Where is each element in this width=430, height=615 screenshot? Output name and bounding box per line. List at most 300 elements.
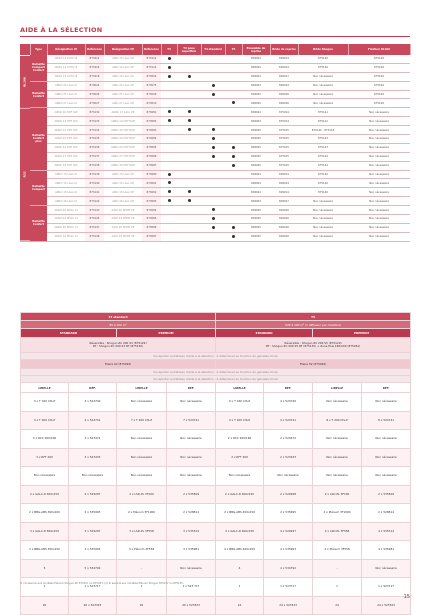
table-cell: 875015 [270,161,298,170]
table-cell [177,72,201,81]
table-row [21,383,411,393]
table-cell: AIRO 15 LALL UE [104,72,142,81]
table-cell: 2 x Plénum 3F1000 [117,504,167,523]
table-row [21,369,411,376]
table-cell: 809925 [242,143,270,152]
table-cell: 20 [117,596,167,615]
table-cell: 24 x 523323 [362,596,411,615]
table-cell [177,206,201,215]
table-cell: Non nécessaire [167,393,216,412]
table-cell: 2 x LSD-PL 3F100 [117,485,167,504]
table-cell: Non nécessaire [117,448,167,467]
bullet-icon [188,190,191,193]
table-cell: 873137 [85,152,104,161]
table-row [21,485,411,504]
table-cell [225,117,242,126]
bullet-icon [232,235,235,238]
table-cell: 873081 [142,108,161,117]
table-cell [225,232,242,241]
table-cell [225,81,242,90]
table-cell: 875140 [298,188,348,197]
table-cell [201,206,225,215]
table-cell: 809924 [242,81,270,90]
table-cell: AIRO 25 LALL UE [104,90,142,99]
bullet-icon [168,66,171,69]
col-header: LIBELLÉ [117,383,167,393]
subgroup-label: Rainette Confort [30,206,47,242]
table-cell: 24 x 523323 [264,596,313,615]
table-cell: 875144 [298,152,348,161]
table-cell: 873112 [142,55,161,63]
table-row [21,411,411,430]
bullet-icon [168,57,171,60]
table-cell: 873081 [142,179,161,188]
table-cell: 2 x 528814 [167,504,216,523]
table-cell: Non nécessaire [362,393,411,412]
bullet-icon [168,75,171,78]
table-cell: Non nécessaire [69,467,117,486]
col-header: Bride Shogun [298,44,348,55]
table-cell [201,188,225,197]
table-cell: 809914 [270,170,298,179]
table-cell: 4 x Plénum 3F558 [313,541,362,560]
table-cell: AIRO 13 LALL UE [104,170,142,179]
table-cell: 2 x RFT 200 [216,448,264,467]
table-cell: Non nécessaire [348,170,410,179]
table-cell: ARRO 20 HXF RUI [47,135,85,144]
title-divider [20,36,410,37]
table-cell: AIRO 14 LALL UE [104,63,142,72]
table-cell [201,55,225,63]
table-cell: 5 [21,559,69,578]
table-cell: 3 x T 160 CIS-P [21,393,69,412]
table-cell: Non nécessaire [117,430,167,449]
table-cell: 873139 [85,170,104,179]
table-cell: 4 x T 160 CIS-P [216,393,264,412]
table-cell: 2 x 523472 [264,430,313,449]
table-cell: AIRO 20 MSTB UE [104,206,142,215]
col-header: Référence [85,44,104,55]
table-cell: 873080 [142,170,161,179]
table-cell: ARRO 13 LALL UE [104,108,142,117]
table-cell: Non nécessaire [298,90,348,99]
col-header: RÉF. [264,383,313,393]
table-cell: 7 x T 200 CIS-P [117,411,167,430]
table-row [20,152,410,161]
bullet-icon [188,75,191,78]
table-row [21,559,411,578]
table-cell [225,63,242,72]
table-cell: 20 x 523323 [69,596,117,615]
table-cell: 3 x 523433 [69,448,117,467]
table-cell: Non nécessaire [298,99,348,108]
table-cell: 3 x GALC-R 300x150 [21,522,69,541]
table-cell: 873142 [85,197,104,206]
table-row [20,90,410,99]
table-cell [177,223,201,232]
table-cell: 873054 [142,72,161,81]
bullet-icon [212,155,215,158]
table-cell [177,215,201,224]
table-cell: 875109 [348,81,410,90]
table-cell: 875109 [348,63,410,72]
table-cell: 2 x LSD-PL 3F100 [313,485,362,504]
table-cell: Non nécessaire [298,206,348,215]
table-cell: 3 x 529297 [69,522,117,541]
table-cell: Non nécessaire [313,448,362,467]
table-row [20,188,410,197]
table-cell: 2 x 535995 [264,504,313,523]
table-row [20,143,410,152]
table-cell: ARRO 15 LOTS UI [47,72,85,81]
table-cell: 873083 [142,126,161,135]
bullet-icon [188,128,191,131]
selection-table [20,44,411,242]
table-cell: 809924 [242,63,270,72]
table-cell: 4 x T 200 CIS-P [216,411,264,430]
table-row [21,338,411,353]
table-cell: 20 [21,596,69,615]
table-cell [225,188,242,197]
group-label: RL106 [20,55,30,108]
table-cell: Non nécessaire [167,448,216,467]
table-row [21,313,411,321]
table-cell [161,126,177,135]
col-header: LIBELLÉ [313,383,362,393]
col-header: Bride de reprise [270,44,298,55]
table-row [20,108,410,117]
bullet-icon [212,226,215,229]
table-cell [201,63,225,72]
heading-t4: T4 standard [21,313,216,321]
table-cell: ARRO 15 LALL UI [47,188,85,197]
table-cell [201,126,225,135]
table-cell: ARRO 15 HXF RUI [47,126,85,135]
table-cell: Non nécessaire [298,223,348,232]
table-cell: AIRO 16 LALL UE [104,197,142,206]
table-cell: Non nécessaire [348,108,410,117]
table-cell: 873134 [85,126,104,135]
table-cell: 873085 [142,143,161,152]
table-cell: 873082 [142,117,161,126]
table-cell [225,161,242,170]
table-cell: 875109 [348,72,410,81]
col-header: LIBELLÉ [21,383,69,393]
table-cell: 873136 [85,143,104,152]
table-cell: 1 x 523717 [362,578,411,597]
table-cell [201,197,225,206]
table-cell: 4 x BBG-ABS 400x150 [216,541,264,560]
shogun-left: Réversible : Shogun ZC 200 S3 (875129) RT : Shogun ZC 200 S3 RT (875130) [21,338,216,353]
table-cell [201,108,225,117]
table-cell [225,135,242,144]
table-cell: ARRO 14 LALL UI [47,179,85,188]
col-header: Ensemble de reprise [242,44,270,55]
table-cell: 3 x RFT 200 [21,448,69,467]
table-cell: 809917 [270,197,298,206]
footnote: (1) Si associé aux modèles Plénum Shogun ZC 875017 ou 875033. (2) Si associé aux modèles Plénum Shogun 875137 ou 875135. [20,582,184,585]
table-cell [161,161,177,170]
shogun-right: Réversible : Shogun ZC 200 S5 (875129) RT : Shogun ZC 200 S5 RT (875135) + Zone Plus 160/200 (875052) [216,338,411,353]
table-cell: 875143 [298,143,348,152]
table-row [21,360,411,369]
bullet-icon [232,226,235,229]
table-cell: 873148 [85,232,104,241]
table-row [21,522,411,541]
table-cell: ARRO 26 MSLA UI [47,223,85,232]
table-cell [225,99,242,108]
table-cell [177,143,201,152]
bullet-icon [212,146,215,149]
table-cell: 809925 [242,232,270,241]
table-cell: 873026 [85,90,104,99]
table-cell: Non nécessaire [313,430,362,449]
table-cell [225,126,242,135]
table-row [21,393,411,412]
table-cell: 809924 [242,117,270,126]
table-cell [225,197,242,206]
table-cell: 873062 [142,188,161,197]
table-cell: ARRO 14 HXF RUE [104,117,142,126]
table-cell: 875109 [348,90,410,99]
col-header: T4 standard [201,44,225,55]
col-header: RÉF. [362,383,411,393]
table-cell: 875140 [298,55,348,63]
table-cell: Non nécessaire [216,467,264,486]
table-cell: ARRO 27 HXF RUI [47,152,85,161]
table-cell: Non nécessaire [167,559,216,578]
bullet-icon [212,93,215,96]
table-cell: 873143 [85,206,104,215]
table-cell: 809924 [242,197,270,206]
table-row [20,161,410,170]
table-cell [161,81,177,90]
table-cell: 809914 [270,63,298,72]
table-cell [161,223,177,232]
col-header: T4 pose superficie [177,44,201,55]
table-cell: PREMIUM [313,329,411,338]
table-cell: ARRO 24 MSLA UI [47,215,85,224]
table-cell [201,90,225,99]
table-cell: 24 [216,596,264,615]
table-cell: 809924 [242,170,270,179]
area-t4: 85 à 100 m² [21,321,216,329]
table-cell: Non nécessaire [362,559,411,578]
table-cell: 873024 [85,81,104,90]
table-cell: 875015 [270,152,298,161]
table-row [20,179,410,188]
table-cell: 5 x 534792 [69,559,117,578]
table-row [20,135,410,144]
table-cell: 873414 [85,63,104,72]
bullet-icon [168,110,171,113]
table-cell: 809914 [270,81,298,90]
table-cell: ARRO 34 HXF RUI [47,161,85,170]
table-cell [177,135,201,144]
table-cell: 1 [216,578,264,597]
table-cell: 3 x LSD-PL 3F558 [117,522,167,541]
table-cell: Non nécessaire [313,393,362,412]
bullet-icon [168,190,171,193]
table-cell: 873145 [85,215,104,224]
table-cell: Non nécessaire [313,467,362,486]
table-cell: 2 x 529297 [69,485,117,504]
table-row [20,206,410,215]
table-cell [225,215,242,224]
table-cell [177,108,201,117]
table-cell: ARRO 14 LOTS UI [47,63,85,72]
col-header: T3 [161,44,177,55]
table-row [20,99,410,108]
note-row: Se reporter au tableau d'aide à la sélection : À déterminer en fonction du gainable choisi [21,369,411,376]
table-cell: 2 x 523433 [264,448,313,467]
table-row [21,353,411,360]
table-cell [225,206,242,215]
table-cell: 809925 [242,152,270,161]
table-cell [177,90,201,99]
bullet-icon [188,119,191,122]
table-row [21,448,411,467]
table-row [21,467,411,486]
bullet-icon [232,101,235,104]
table-cell: 809914 [270,179,298,188]
table-cell: AIRO 13 LALL UE [104,55,142,63]
table-cell: ARRO 24 HXF RUI [47,143,85,152]
heading-t5: T5 [216,313,411,321]
table-row [20,63,410,72]
table-cell: 8 x 524741 [362,411,411,430]
table-cell: 1 [117,578,167,597]
table-cell: 4 [216,559,264,578]
table-cell: 8 x T 200 CIS-P [313,411,362,430]
table-cell [177,170,201,179]
table-cell: 809925 [242,223,270,232]
table-cell [201,152,225,161]
table-cell: Non nécessaire [348,197,410,206]
table-cell: ARRO 20 MSLA UI [47,206,85,215]
table-cell: Non nécessaire [21,467,69,486]
table-cell [225,90,242,99]
subgroup-label: Rainette Confort [30,81,47,108]
table-cell: 809917 [270,72,298,81]
table-cell: 2 x 529298 [264,485,313,504]
table-cell: 875140 [298,179,348,188]
table-cell: 2 x 535993 [69,504,117,523]
table-cell: Non nécessaire [362,467,411,486]
table-cell: 809924 [242,72,270,81]
table-cell: 875140 [298,63,348,72]
table-cell: 809916 [270,206,298,215]
table-cell: 3 x 524740 [69,393,117,412]
table-cell: 4 x GALC-R 400x150 [216,522,264,541]
table-cell [201,232,225,241]
table-cell: 875015 [270,135,298,144]
table-row [21,329,411,338]
table-cell: 875140 [298,170,348,179]
col-header: Fixation RL106 [348,44,410,55]
table-cell: 4 x LSD-PL 3F558 [313,522,362,541]
table-cell: Non nécessaire [298,81,348,90]
table-row [20,55,410,63]
table-cell [225,223,242,232]
table-cell: 873059 [142,90,161,99]
table-cell: 4 x 529297 [264,522,313,541]
table-cell: 873138 [85,161,104,170]
table-cell [201,170,225,179]
table-cell: 875143 [298,135,348,144]
table-cell [161,143,177,152]
table-cell: 873141 [85,188,104,197]
page-number: 15 [403,594,410,600]
table-cell: Non nécessaire [348,161,410,170]
table-cell: 873147 [85,223,104,232]
table-cell: AIRO 14 LALL UE [104,179,142,188]
table-row [20,170,410,179]
bullet-icon [232,155,235,158]
table-cell: AIRO 26 MSTB UE [104,223,142,232]
table-cell: 809916 [270,232,298,241]
table-cell: 3 x 535993 [69,541,117,560]
table-cell [161,215,177,224]
note-row: Se reporter au tableau d'aide à la sélection : À déterminer en fonction du gainable choisi [21,376,411,383]
table-cell: Non nécessaire [167,430,216,449]
table-cell: 809925 [242,135,270,144]
table-cell [161,55,177,63]
table-cell: 873086 [142,152,161,161]
table-cell: Non nécessaire [117,467,167,486]
table-cell: 873010 [142,99,161,108]
table-cell: ARRO 20 HXF RUE [104,135,142,144]
table-cell: AIRO 24 LALL UE [104,81,142,90]
table-cell [201,143,225,152]
table-cell: ARRO 15 HXF RUE [104,126,142,135]
table-cell: ARRO 27 LALL UI [47,99,85,108]
table-cell [201,99,225,108]
table-cell: 4 x 535981 [362,541,411,560]
table-cell: 3 x BBG-ABS 300x150 [21,541,69,560]
table-cell: 809925 [242,206,270,215]
table-row [21,541,411,560]
table-cell: 873084 [142,206,161,215]
table-cell: Non nécessaire [117,393,167,412]
table-cell: Non nécessaire [348,215,410,224]
table-cell: 809916 [270,99,298,108]
table-cell: 809924 [242,108,270,117]
table-cell: 873140 [85,179,104,188]
bullet-icon [212,217,215,220]
table-cell: 809916 [270,223,298,232]
table-cell [161,170,177,179]
table-cell [161,179,177,188]
table-cell: Non nécessaire [348,188,410,197]
table-cell: 875144 [298,161,348,170]
table-row [20,197,410,206]
table-cell [225,143,242,152]
table-cell: 809914 [270,188,298,197]
table-cell: 875141 [298,117,348,126]
table-cell [177,232,201,241]
table-cell: STANDARD [21,329,117,338]
bullet-icon [188,199,191,202]
table-cell [161,99,177,108]
table-row [21,376,411,383]
table-cell: 1 x 523 717 [167,578,216,597]
table-cell [201,215,225,224]
table-cell: ARRO 27 HXF RUE [104,152,142,161]
table-cell [225,179,242,188]
table-cell: 873085 [142,215,161,224]
bullet-icon [168,181,171,184]
